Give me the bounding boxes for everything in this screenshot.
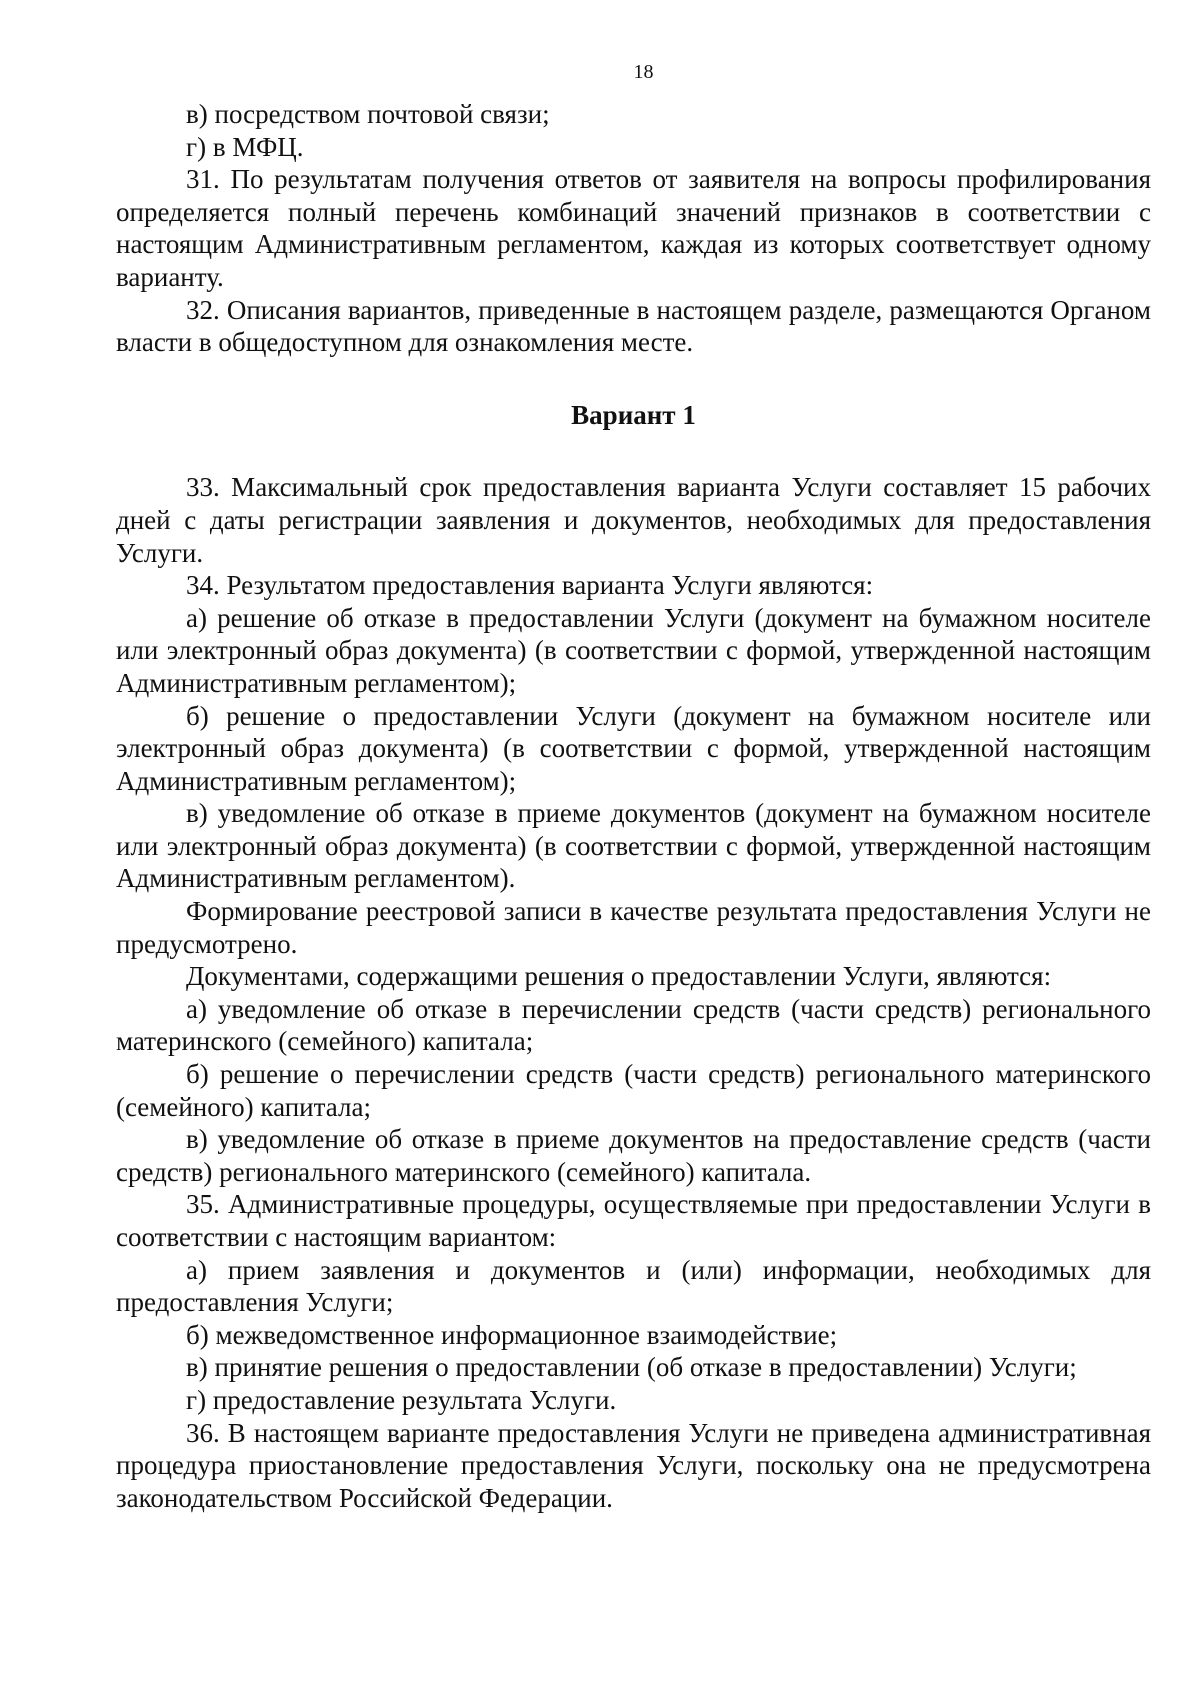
paragraph-decision-a: а) уведомление об отказе в перечислении средств (части средств) регионального материнского (семейного) капитала; — [116, 993, 1151, 1057]
paragraph-35-g: г) предоставление результата Услуги. — [186, 1384, 617, 1415]
paragraph-34-b: б) решение о предоставлении Услуги (документ на бумажном носителе или электронный образ документа) (в соответствии с формой, утвержденной настоящим Административным регламентом); — [116, 700, 1151, 796]
paragraph-35-a: а) прием заявления и документов и (или) информации, необходимых для предоставления Услуги; — [116, 1254, 1151, 1318]
paragraph-34-a: а) решение об отказе в предоставлении Услуги (документ на бумажном носителе или электронный образ документа) (в соответствии с формой, утвержденной настоящим Административным регламентом); — [116, 602, 1151, 698]
paragraph-decision-v: в) уведомление об отказе в приеме документов на предоставление средств (части средств) регионального материнского (семейного) капитала. — [116, 1124, 1151, 1187]
section-heading: Вариант 1 — [571, 399, 696, 430]
paragraph-item-g: г) в МФЦ. — [186, 131, 304, 162]
paragraph-registry-note: Формирование реестровой записи в качестве результата предоставления Услуги не предусмотрено. — [116, 896, 1151, 959]
paragraph-34-v: в) уведомление об отказе в приеме документов (документ на бумажном носителе или электронный образ документа) (в соответствии с формой, утвержденной настоящим Административным регламентом). — [116, 798, 1151, 894]
page-number: 18 — [633, 61, 654, 83]
paragraph-35-v: в) принятие решения о предоставлении (об отказе в предоставлении) Услуги; — [186, 1352, 1077, 1383]
paragraph-decision-b: б) решение о перечислении средств (части средств) регионального материнского (семейного) капитала; — [116, 1059, 1151, 1122]
paragraph-decision-documents: Документами, содержащими решения о предоставлении Услуги, являются: — [186, 961, 1052, 992]
paragraph-31: 31. По результатам получения ответов от заявителя на вопросы профилирования определяется полный перечень комбинаций значений признаков в соответствии с настоящим Административным регламентом, каждая из которых соответствует одному варианту. — [116, 164, 1151, 292]
paragraph-item-v: в) посредством почтовой связи; — [186, 99, 550, 129]
paragraph-35-b: б) межведомственное информационное взаимодействие; — [186, 1319, 838, 1350]
document-page — [116, 60, 1151, 1514]
paragraph-33: 33. Максимальный срок предоставления варианта Услуги составляет 15 рабочих дней с даты регистрации заявления и документов, необходимых для предоставления Услуги. — [116, 472, 1151, 568]
paragraph-32: 32. Описания вариантов, приведенные в настоящем разделе, размещаются Органом власти в общедоступном для ознакомления месте. — [116, 294, 1151, 358]
paragraph-36: 36. В настоящем варианте предоставления Услуги не приведена административная процедура приостановление предоставления Услуги, поскольку она не предусмотрена законодательством Российской Федерации. — [116, 1417, 1151, 1513]
paragraph-35: 35. Административные процедуры, осуществляемые при предоставлении Услуги в соответствии с настоящим вариантом: — [116, 1189, 1151, 1252]
paragraph-34: 34. Результатом предоставления варианта Услуги являются: — [186, 570, 874, 601]
